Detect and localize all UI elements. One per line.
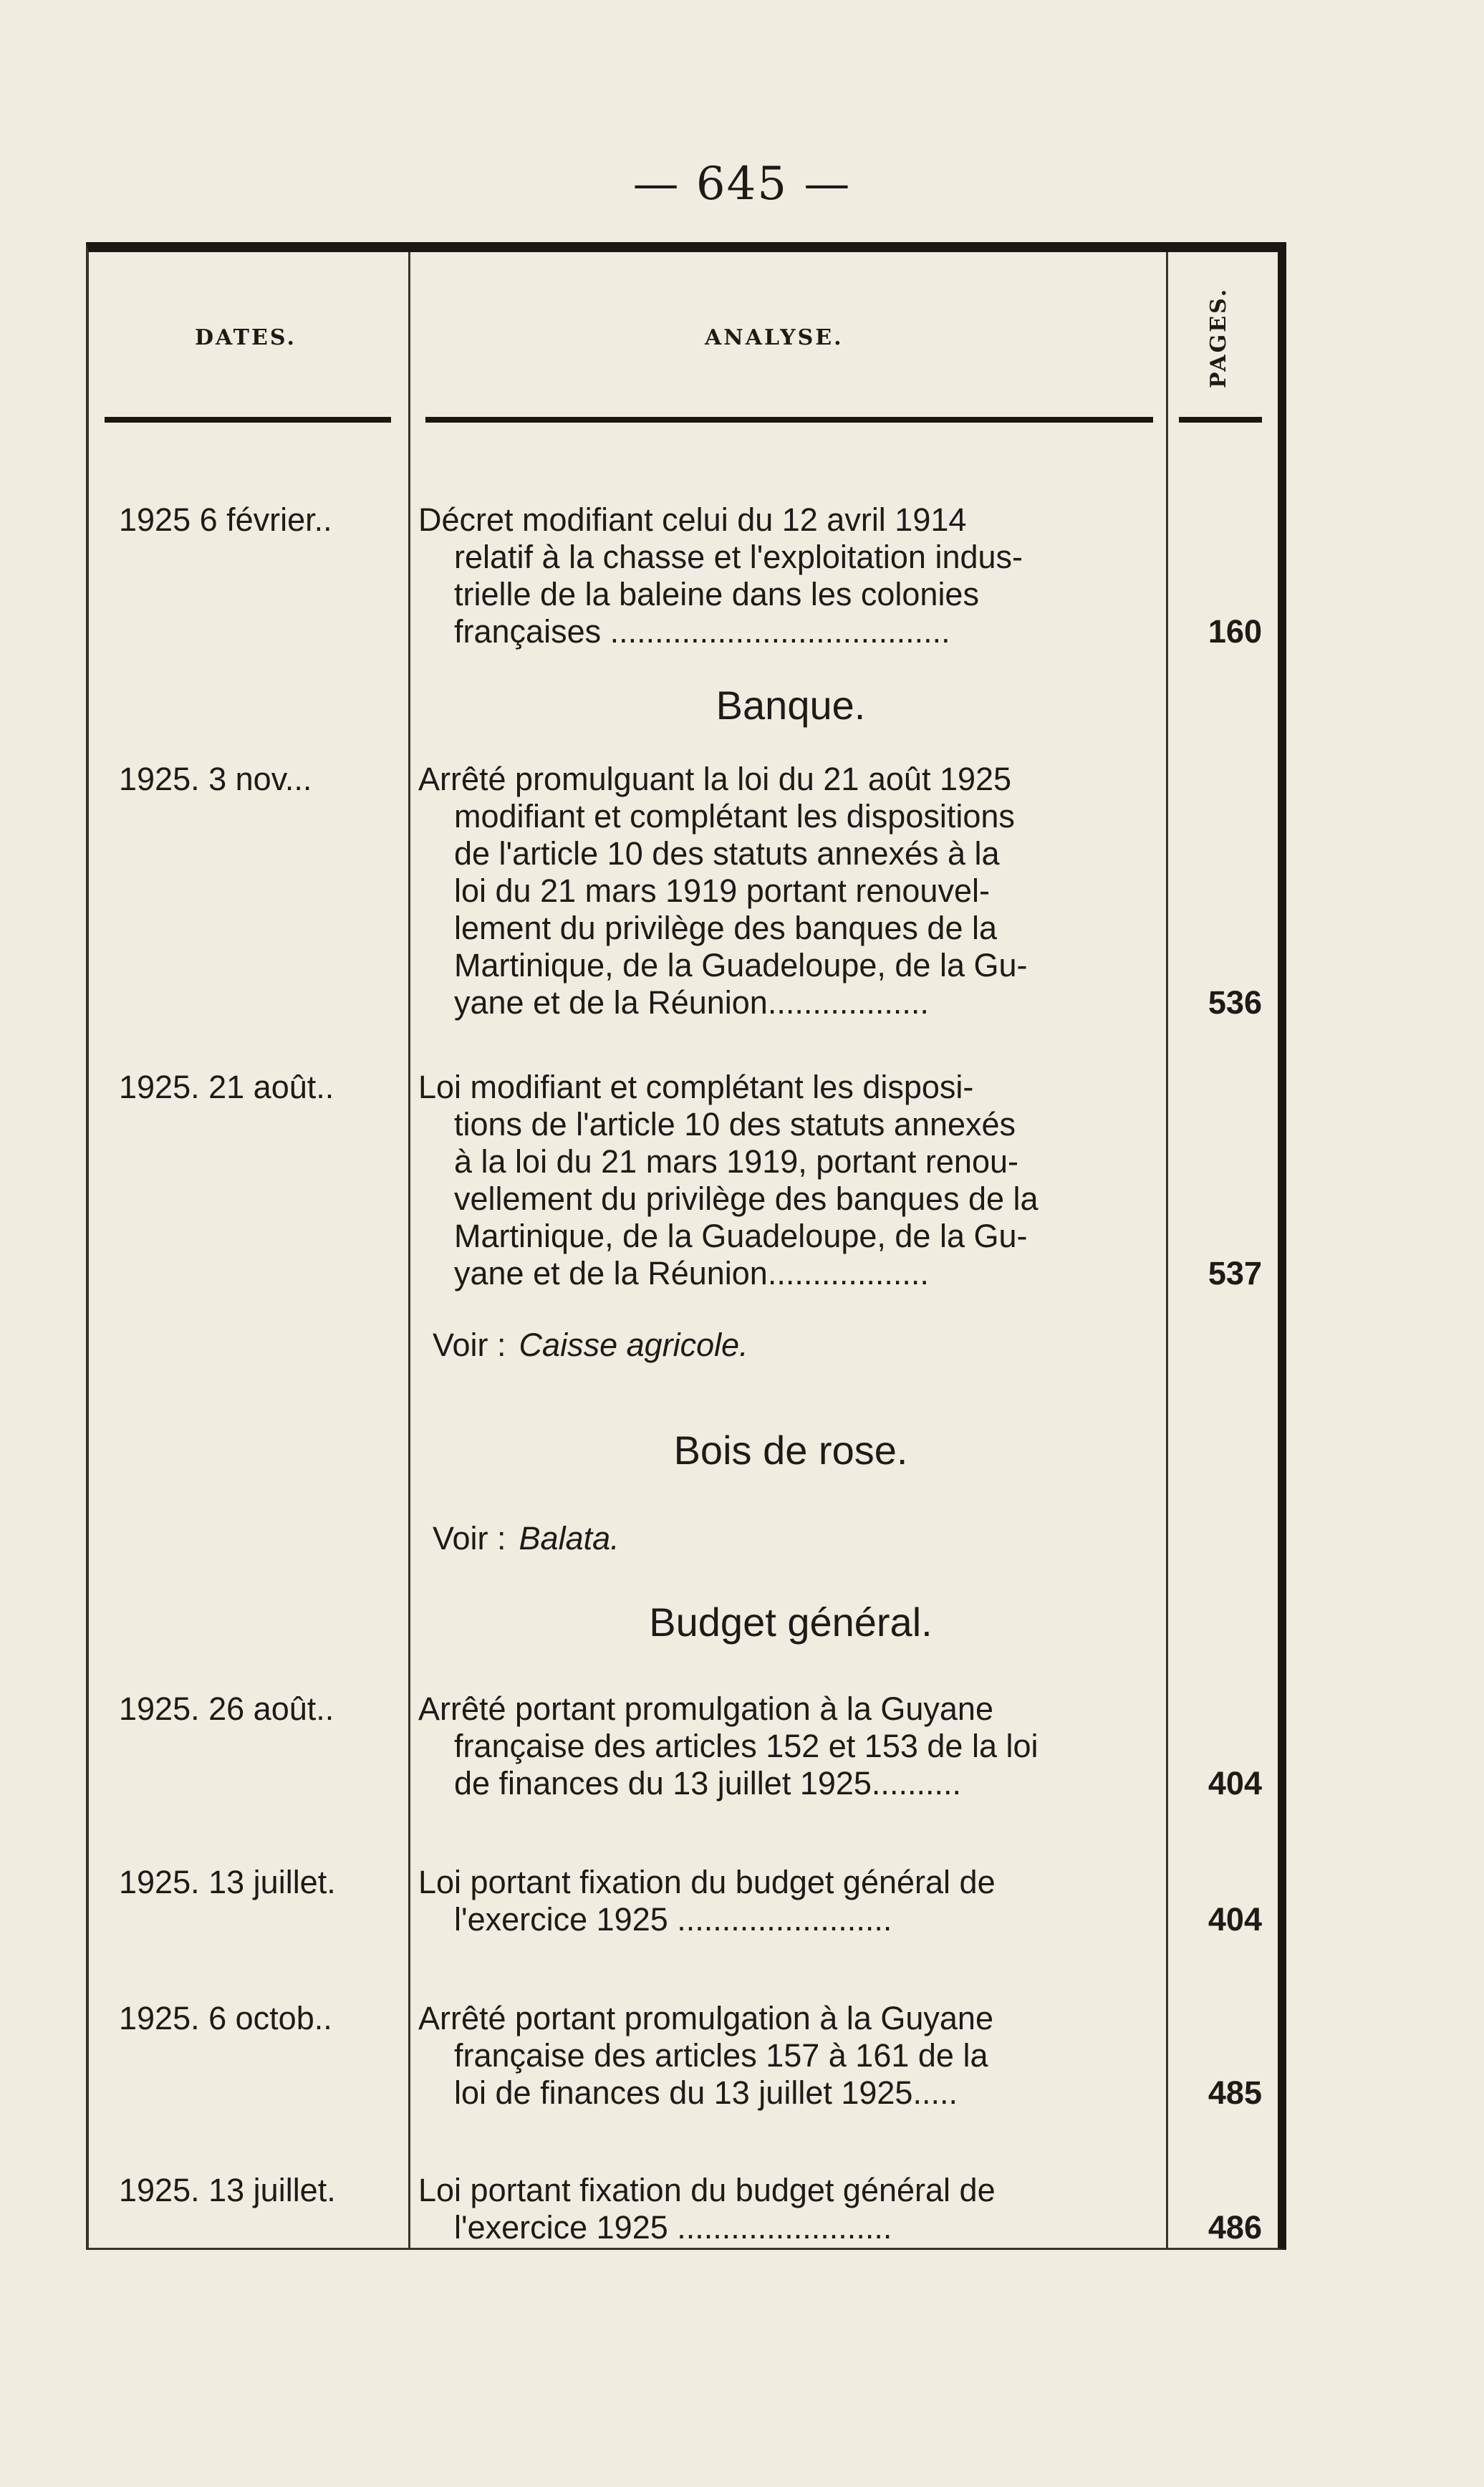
entry-line: vellement du privilège des banques de la (454, 1180, 1039, 1217)
entry-date: 1925. 13 juillet. (119, 2172, 336, 2208)
entry-line: françaises ...................................... (454, 613, 950, 650)
entry-line: à la loi du 21 mars 1919, portant renou- (454, 1143, 1018, 1180)
analyse-header: ANALYSE. (705, 325, 844, 350)
entry-line: yane et de la Réunion.................. (454, 1255, 929, 1291)
entry-line: française des articles 157 à 161 de la (454, 2037, 988, 2074)
entry-page: 537 (1208, 1255, 1262, 1291)
see-reference: Balata. (519, 1520, 620, 1557)
entry-date: 1925. 3 nov... (119, 761, 312, 797)
entry-text (418, 761, 1156, 1021)
header-rule (105, 417, 391, 423)
entry-line: Loi modifiant et complétant les disposi- (418, 1069, 974, 1105)
entry-line: Martinique, de la Guadeloupe, de la Gu- (454, 947, 1028, 983)
entry-line: tions de l'article 10 des statuts annexés (454, 1106, 1016, 1143)
entry-date: 1925. 13 juillet. (119, 1864, 336, 1900)
see-label: Voir : (433, 1327, 506, 1363)
entry-line: Arrêté portant promulgation à la Guyane (418, 1690, 993, 1727)
entry-line: modifiant et complétant les dispositions (454, 798, 1015, 834)
pages-header: PAGES. (1206, 287, 1231, 388)
entry-page: 485 (1208, 2074, 1262, 2111)
entry-page: 404 (1208, 1901, 1262, 1938)
header-rule (1179, 417, 1262, 423)
index-table (86, 242, 1286, 2250)
see-label: Voir : (433, 1520, 506, 1557)
dates-header: DATES. (195, 325, 297, 350)
entry-line: Décret modifiant celui du 12 avril 1914 (418, 501, 967, 538)
entry-page: 486 (1208, 2209, 1262, 2246)
entry-text (418, 1690, 1156, 1802)
section-title: Budget général. (649, 1600, 933, 1645)
entry-line: l'exercice 1925 ........................ (454, 1901, 892, 1938)
entry-line: Loi portant fixation du budget général de (418, 2172, 996, 2208)
entry-page: 536 (1208, 984, 1262, 1021)
entry-line: lement du privilège des banques de la (454, 910, 998, 946)
entry-line: de finances du 13 juillet 1925.......... (454, 1765, 961, 1801)
column-divider (1166, 252, 1168, 2248)
entry-text (418, 501, 1156, 650)
entry-line: Arrêté portant promulgation à la Guyane (418, 2000, 993, 2036)
entry-line: l'exercice 1925 ........................ (454, 2209, 892, 2246)
entry-text (418, 2000, 1156, 2112)
entry-line: relatif à la chasse et l'exploitation indus- (454, 539, 1023, 575)
entry-date: 1925. 26 août.. (119, 1690, 334, 1727)
entry-line: de l'article 10 des statuts annexés à la (454, 835, 1000, 872)
entry-line: loi du 21 mars 1919 portant renouvel- (454, 872, 990, 909)
section-title: Bois de rose. (673, 1428, 908, 1473)
entry-page: 404 (1208, 1765, 1262, 1801)
entry-date: 1925. 21 août.. (119, 1069, 334, 1105)
entry-line: trielle de la baleine dans les colonies (454, 576, 979, 612)
see-also (433, 1327, 748, 1364)
entry-line: loi de finances du 13 juillet 1925..... (454, 2074, 958, 2111)
header-rule (425, 417, 1153, 423)
entry-line: Loi portant fixation du budget général de (418, 1864, 996, 1900)
entry-line: yane et de la Réunion.................. (454, 984, 929, 1021)
entry-text (418, 1069, 1156, 1292)
entry-line: Martinique, de la Guadeloupe, de la Gu- (454, 1218, 1028, 1254)
column-divider (408, 252, 410, 2248)
see-reference: Caisse agricole. (519, 1327, 748, 1363)
entry-date: 1925 6 février.. (119, 501, 332, 538)
section-title: Banque. (716, 683, 866, 728)
entry-line: française des articles 152 et 153 de la loi (454, 1728, 1039, 1764)
entry-line: Arrêté promulguant la loi du 21 août 1925 (418, 761, 1012, 797)
entry-date: 1925. 6 octob.. (119, 2000, 332, 2036)
entry-text (418, 2172, 1156, 2246)
entry-text (418, 1864, 1156, 1938)
entry-page: 160 (1208, 613, 1262, 650)
see-also (433, 1520, 620, 1557)
page-number: — 645 — (632, 158, 852, 211)
